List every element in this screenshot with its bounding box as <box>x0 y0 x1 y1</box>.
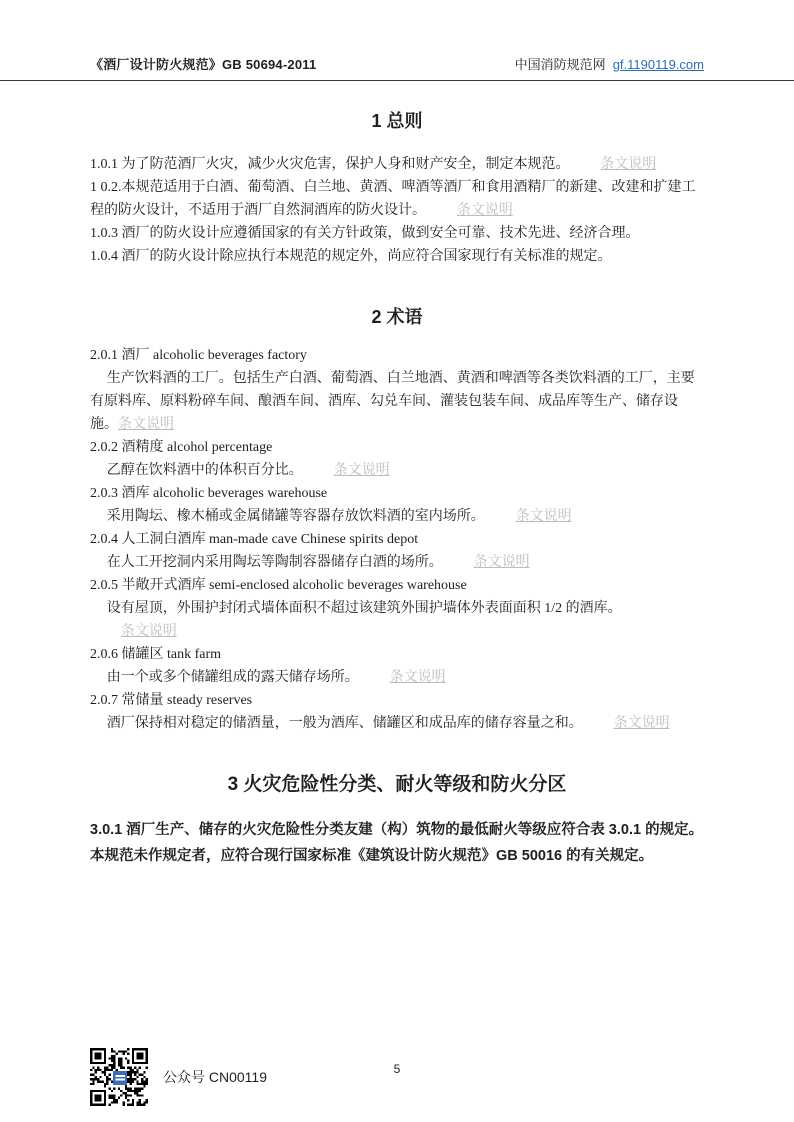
clause-3-0-1: 3.0.1 酒厂生产、储存的火灾危险性分类友建（构）筑物的最低耐火等级应符合表 3.0.1 的规定。本规范未作规定者，应符合现行国家标准《建筑设计防火规范》GB 50016 的有关规定。 <box>90 822 704 864</box>
term-2-0-3-def <box>90 505 704 528</box>
header-site-link[interactable]: gf.1190119.com <box>612 57 704 72</box>
term-2-0-1-head: 2.0.1 酒厂 alcoholic beverages factory <box>90 348 307 363</box>
clause-explanation-link[interactable]: 条文说明 <box>333 463 390 478</box>
clause-1-0-2-text: 1 0.2.本规范适用于白酒、葡萄酒、白兰地、黄酒、啤酒等酒厂和食用酒精厂的新建、改建和扩建工程的防火设计，不适用于酒厂自然洞酒库的防火设计。 <box>90 180 696 218</box>
term-2-0-2-def-text: 乙醇在饮料酒中的体积百分比。 <box>106 463 303 478</box>
term-2-0-4-def-text: 在人工开挖洞内采用陶坛等陶制容器储存白酒的场所。 <box>106 555 443 570</box>
term-2-0-7-def <box>90 712 704 735</box>
term-2-0-5-head: 2.0.5 半敞开式酒库 semi-enclosed alcoholic beverages warehouse <box>90 578 467 593</box>
section-1-title: 1 总则 <box>371 111 423 131</box>
term-2-0-4-head: 2.0.4 人工洞白酒库 man-made cave Chinese spirits depot <box>90 532 419 547</box>
clause-1-0-3: 1.0.3 酒厂的防火设计应遵循国家的有关方针政策，做到安全可靠、技术先进、经济合理。 <box>90 226 640 241</box>
clause-1-0-2 <box>90 176 704 222</box>
clause-explanation-link[interactable]: 条文说明 <box>473 555 530 570</box>
clause-explanation-link[interactable]: 条文说明 <box>515 509 572 524</box>
section-2-title: 2 术语 <box>371 307 423 327</box>
term-2-0-5-def-text: 设有屋顶，外围护封闭式墙体面积不超过该建筑外围护墙体外表面面积 1/2 的酒库。 <box>106 601 622 616</box>
term-2-0-5-def <box>90 597 704 643</box>
clause-1-0-4: 1.0.4 酒厂的防火设计除应执行本规范的规定外，尚应符合国家现行有关标准的规定。 <box>90 249 612 264</box>
clause-explanation-link[interactable]: 条文说明 <box>389 670 446 685</box>
term-2-0-7-head: 2.0.7 常储量 steady reserves <box>90 693 253 708</box>
term-2-0-6-head: 2.0.6 储罐区 tank farm <box>90 647 222 662</box>
term-2-0-6-def <box>90 666 704 689</box>
page-header <box>0 0 794 81</box>
term-2-0-6-def-text: 由一个或多个储罐组成的露天储存场所。 <box>106 670 359 685</box>
section-3-title: 3 火灾危险性分类、耐火等级和防火分区 <box>227 774 567 795</box>
clause-1-0-1-text: 1.0.1 为了防范酒厂火灾，减少火灾危害，保护人身和财产安全，制定本规范。 <box>90 157 570 172</box>
header-doc-title: 《酒厂设计防火规范》GB 50694-2011 <box>90 57 317 72</box>
clause-explanation-link[interactable]: 条文说明 <box>600 157 657 172</box>
term-2-0-1-def-text: 生产饮料酒的工厂。包括生产白酒、葡萄酒、白兰地酒、黄酒和啤酒等各类饮料酒的工厂，主要有原料库、原料粉碎车间、酿酒车间、酒库、勾兑车间、灌装包装车间、成品库等生产、储存设施。 <box>90 371 695 432</box>
page-footer <box>90 1048 704 1106</box>
term-2-0-7-def-text: 酒厂保持相对稳定的储酒量，一般为酒库、储罐区和成品库的储存容量之和。 <box>106 716 583 731</box>
qr-code <box>90 1048 148 1106</box>
header-site-name: 中国消防规范网 <box>514 57 606 72</box>
header-site <box>515 54 704 73</box>
term-2-0-3-def-text: 采用陶坛、橡木桶或金属储罐等容器存放饮料酒的室内场所。 <box>106 509 485 524</box>
term-2-0-4-def <box>90 551 704 574</box>
clause-1-0-1 <box>90 153 704 176</box>
page-content <box>0 109 794 869</box>
term-2-0-3-head: 2.0.3 酒库 alcoholic beverages warehouse <box>90 486 328 501</box>
term-2-0-2-def <box>90 459 704 482</box>
term-2-0-2-head: 2.0.2 酒精度 alcohol percentage <box>90 440 273 455</box>
clause-explanation-link[interactable]: 条文说明 <box>120 624 177 639</box>
term-2-0-1-def <box>90 367 704 436</box>
qr-account-label: 公众号 CN00119 <box>163 1069 268 1085</box>
clause-explanation-link[interactable]: 条文说明 <box>456 203 513 218</box>
page-number: 5 <box>393 1062 401 1076</box>
clause-explanation-link[interactable]: 条文说明 <box>613 716 670 731</box>
clause-explanation-link[interactable]: 条文说明 <box>118 417 174 432</box>
